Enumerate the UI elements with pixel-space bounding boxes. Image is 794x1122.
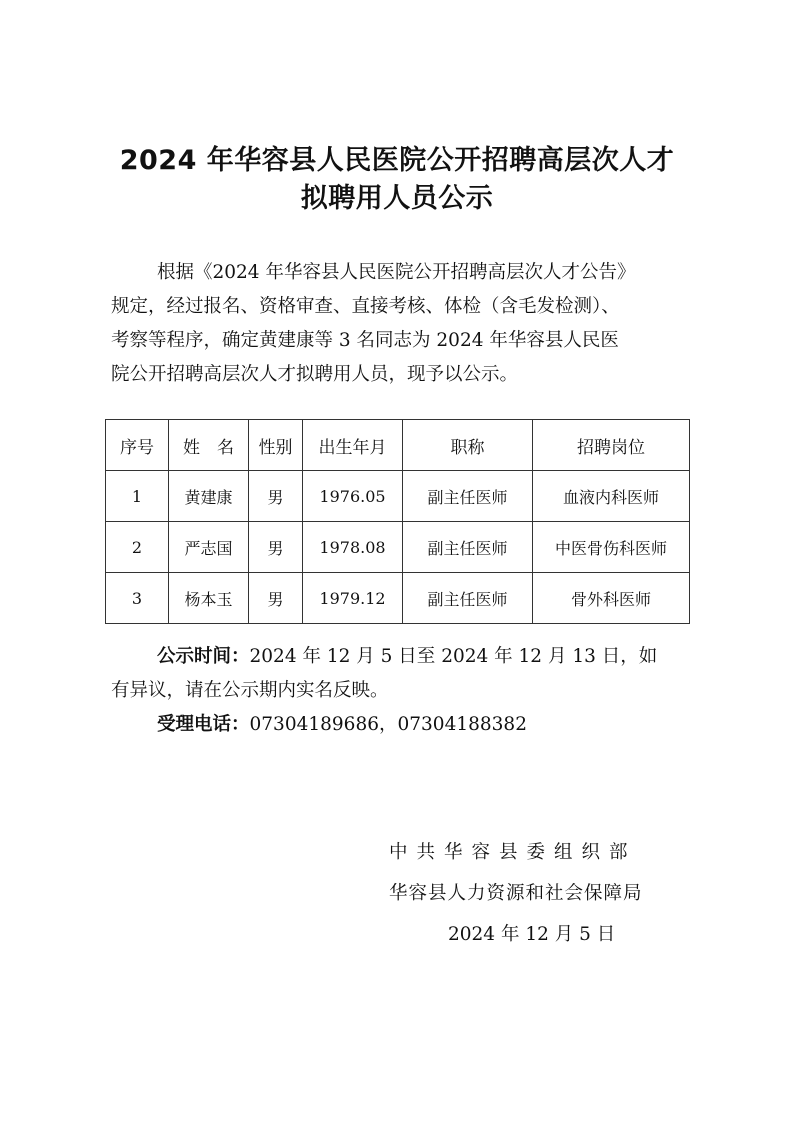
cell-name: 严志国: [169, 522, 249, 573]
candidate-table: [105, 419, 690, 624]
intro-line: 规定，经过报名、资格审查、直接考核、体检（含毛发检测）、: [111, 296, 620, 317]
cell-index: 3: [106, 573, 169, 624]
intro-line: 考察等程序，确定黄建康等 3 名同志为 2024 年华容县人民医: [111, 330, 619, 351]
phone-label: 受理电话：: [157, 714, 250, 735]
cell-title: 副主任医师: [403, 471, 533, 522]
signature-org2: 华容县人力资源和社会保障局: [389, 883, 643, 904]
phone-text: 07304189686，07304188382: [249, 714, 527, 735]
cell-title: 副主任医师: [403, 573, 533, 624]
cell-gender: 男: [249, 471, 303, 522]
table-row: [106, 471, 690, 522]
period-text: 2024 年 12 月 5 日至 2024 年 12 月 13 日，如: [249, 646, 658, 667]
cell-name: 黄建康: [169, 471, 249, 522]
header-index: 序号: [106, 420, 169, 471]
signature-date: 2024 年 12 月 5 日: [448, 924, 616, 945]
document-title-line1: 2024 年华容县人民医院公开招聘高层次人才: [119, 145, 675, 176]
signature-org1: 中共华容县委组织部: [389, 842, 637, 863]
cell-index: 1: [106, 471, 169, 522]
intro-line: 根据《2024 年华容县人民医院公开招聘高层次人才公告》: [157, 262, 636, 283]
table-row: [106, 573, 690, 624]
notice-period-line2: 有异议，请在公示期内实名反映。: [111, 680, 389, 701]
cell-gender: 男: [249, 522, 303, 573]
cell-birth: 1979.12: [303, 573, 403, 624]
intro-paragraph: [111, 256, 691, 392]
notice-phone-line: [111, 708, 701, 742]
cell-gender: 男: [249, 573, 303, 624]
notice-section: [111, 640, 701, 742]
table-row: [106, 522, 690, 573]
header-gender: 性别: [249, 420, 303, 471]
cell-birth: 1978.08: [303, 522, 403, 573]
header-birth: 出生年月: [303, 420, 403, 471]
notice-period-line: [111, 640, 701, 674]
document-title-line2: 拟聘用人员公示: [300, 183, 494, 214]
cell-position: 骨外科医师: [533, 573, 690, 624]
period-label: 公示时间：: [157, 646, 250, 667]
table-header-row: [106, 420, 690, 471]
cell-birth: 1976.05: [303, 471, 403, 522]
cell-name: 杨本玉: [169, 573, 249, 624]
header-position: 招聘岗位: [533, 420, 690, 471]
cell-position: 中医骨伤科医师: [533, 522, 690, 573]
header-title: 职称: [403, 420, 533, 471]
header-name: 姓 名: [169, 420, 249, 471]
cell-position: 血液内科医师: [533, 471, 690, 522]
intro-line: 院公开招聘高层次人才拟聘用人员，现予以公示。: [111, 364, 519, 385]
cell-title: 副主任医师: [403, 522, 533, 573]
cell-index: 2: [106, 522, 169, 573]
